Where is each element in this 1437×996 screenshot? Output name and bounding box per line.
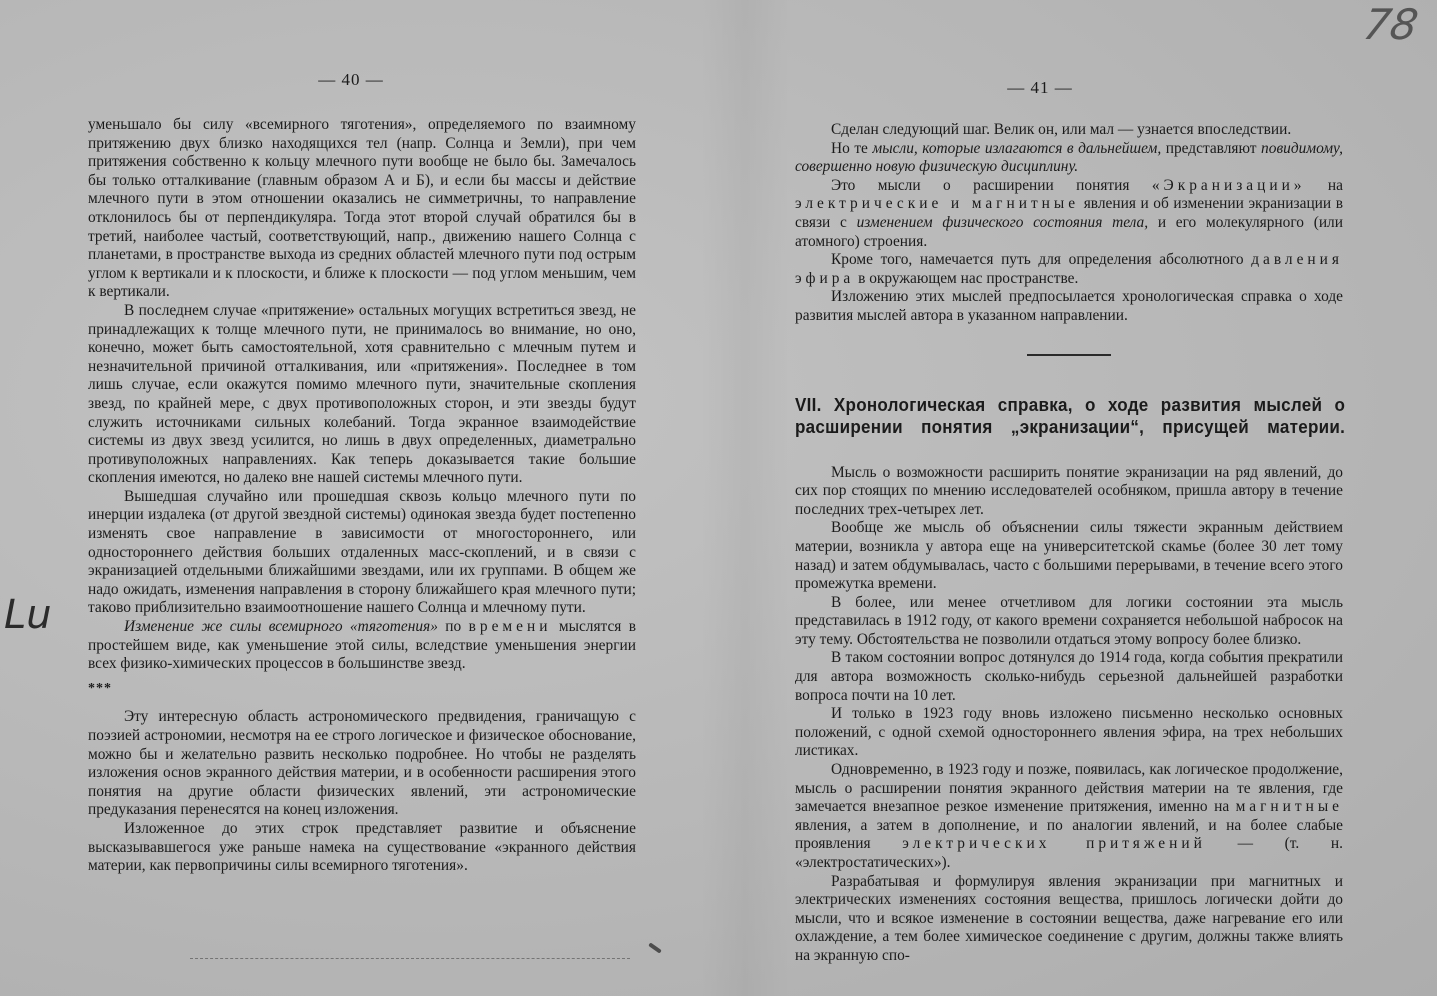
spaced-word: «Экранизации» xyxy=(1151,176,1306,194)
italic-phrase: изменением физического состояния тела, xyxy=(856,213,1149,231)
paragraph: Эту интересную область астрономического предвидения, граничащую с поэзией астрономии, несмотря на ее строго логическое и физическое обоснование, можно бы и желательно развить несколько подробнее. Но чтобы не разделять изложения основ экранного действия материи, и в особенности расширения этого понятия на другие области физических явлений, эти астрономические предуказания перенесятся на конец изложения. xyxy=(88,708,636,819)
italic-phrase: повидимому, совершенно новую физическую дисциплину. xyxy=(795,139,1343,176)
paragraph: Разрабатывая и формулируя явления экранизации при магнитных и электрических изменениях состояния вещества, пришлось логически дойти до мысли, что и всякое изменение в состоянии вещества, даже нагревание его или охлаждение, а тем более химическое соединение с другим, должны также влиять на экранную спо- xyxy=(795,872,1343,964)
text-run: Это мысли о расширении понятия xyxy=(831,176,1130,194)
text-run: Одновременно, в 1923 году и позже, появилась, как логическое продолжение, мысль о расширении понятия экранного действия материи на те явления, где замечается внезапное резкое изменение притяжения, именно на xyxy=(795,761,1343,816)
plain-word: по xyxy=(445,618,462,636)
italic-phrase: Изменение же силы всемирного «тяготения» xyxy=(124,618,438,636)
paragraph: Изложенное до этих строк представляет развитие и объяснение высказывавшегося уже раньше намека на существование «экранного действия материи, как первопричины силы всемирного тяготения». xyxy=(88,819,636,875)
paragraph: Мысль о возможности расширить понятие экранизации на ряд явлений, до сих пор стоящих по мнению исследователей особняком, пришла автору в течение последних трех-четырех лет. xyxy=(795,463,1343,518)
text-run: и его молекулярного (или атомного) строения. xyxy=(795,213,1343,250)
spaced-word: времени xyxy=(468,618,552,636)
section-heading: VII. Хронологическая справка, о ходе развития мыслей о расширении понятия „экранизации“, присущей материи. xyxy=(795,393,1346,437)
paragraph: Сделан следующий шаг. Велик он, или мал — узнается впоследствии. xyxy=(831,121,1292,138)
paragraph xyxy=(795,177,1343,251)
paragraph xyxy=(795,251,1343,288)
spaced-word: магнитные xyxy=(1235,798,1343,816)
text-run: — (т. н. «электростатических»). xyxy=(795,835,1343,871)
text-run: Но те xyxy=(831,139,868,157)
italic-phrase: мысли, которые излагаются в дальнейшем, xyxy=(872,139,1162,157)
spaced-word: электрических притяжений xyxy=(902,835,1206,853)
text-run: в окружающем нас пространстве. xyxy=(858,269,1079,287)
spaced-word: электрические и магнитные xyxy=(795,195,1080,213)
text-run: представляют xyxy=(1165,139,1257,157)
handwritten-margin-note: Lu xyxy=(4,592,52,638)
paragraph: Вышедшая случайно или прошедшая сквозь кольцо млечного пути по инерции издалека (от другой звездной системы) одинокая звезда будет постепенно изменять свое направление в зависимости от многостороннего, или одностороннего действия больших отдаленных масс-скоплений, и в связи с экранизацией отдельными ближайшими звездами, или их группами. В общем же надо ожидать, изменения направления в сторону ближайшего края млечного пути; таково приблизительно взаимоотношение нашего Солнца и млечному пути. xyxy=(88,487,636,617)
paragraph xyxy=(795,761,1343,873)
paragraph: И только в 1923 году вновь изложено письменно несколько основных положений, с одной схемой одностороннего явления эфира, на трех небольших листиках. xyxy=(795,705,1343,760)
right-page-number: — 41 — xyxy=(1007,78,1073,97)
text-run: Кроме того, намечается путь для определения абсолютного xyxy=(831,251,1244,269)
paragraph: уменьшало бы силу «всемирного тяготения», определяемого по взаимному притяжению двух близко находящихся тел (напр. Солнца и Земли), при чем притяжения собственно к кольцу млечного пути вообще не было бы. Замечалось бы только отталкивание (главным образом А и Б), и если бы массы и действие млечного пути в этом отношении оказались не симметричны, то направление отклонилось бы от перпендикуляра. Тогда этот второй случай обратился бы в третий, наиболее частый, соответствующий, напр., движению нашего Солнца с планетами, в пространстве выхода из средних областей млечного пути под острым углом к вертикали и к плоскости, и ближе к плоскости — под углом меньшим, чем к вертикали. xyxy=(88,116,636,301)
handwritten-folio-number: 78 xyxy=(1359,0,1422,49)
book-gutter xyxy=(700,0,790,996)
paragraph: Вообще же мысль об объяснении силы тяжести экранным действием материи, возникла у автора еще на университетской скамье (более 30 лет тому назад) и затем обдумывалась, часто с большими перерывами, в течение всего этого промежутка времени. xyxy=(795,519,1343,593)
footer-rule xyxy=(190,958,630,959)
section-separator: *** xyxy=(88,680,112,696)
text-run: явления, а затем в дополнение, и по аналогии явлений, и на более слабые проявления xyxy=(795,816,1343,853)
left-page-number: — 40 — xyxy=(318,70,384,89)
text-run: на xyxy=(1327,176,1343,194)
paragraph: В более, или менее отчетливом для логики состоянии эта мысль представилась в 1912 году, от какого времени сохраняется небольшой набросок на эту тему. Обстоятельства не позволили отдаться этому вопросу более близко. xyxy=(795,593,1343,648)
left-page-body xyxy=(88,116,636,876)
spaced-word: давления эфира xyxy=(795,251,1343,287)
section-divider xyxy=(1027,354,1111,356)
paragraph: В последнем случае «притяжение» остальных могущих встретиться звезд, не принадлежащих к толще млечного пути, не принималось во внимание, но оно, конечно, может быть самостоятельной, хотя сравнительно с млечным путем и незначительной причиной отталкивания, или «притяжения». Последнее в том лишь случае, если окажутся помимо млечного пути, значительные скопления звезд, по крайней мере, с двух противоположных сторон, и эти звезды будут служить источниками сильных колебаний. Тогда экранное взаимодействие системы из двух звезд усилится, но лишь в двух определенных, диаметрально противуположных направлениях. Как теперь доказывается такие большие скопления имеются, но далеко вне нашей системы млечного пути. xyxy=(88,301,636,487)
paragraph: В таком состоянии вопрос дотянулся до 1914 года, когда события прекратили для автора возможность сколько-нибудь серьезной дальнейшей разработки вопроса почти на 10 лет. xyxy=(795,649,1343,704)
right-page-body xyxy=(795,121,1346,966)
paragraph-rest: мыслятся в простейшем виде, как уменьшение этой силы, вследствие уменьшения энергии всех физико-химических процессов в большинстве звезд. xyxy=(88,618,636,673)
paragraph: Изложению этих мыслей предпосылается хронологическая справка о ходе развития мыслей автора в указанном направлении. xyxy=(795,288,1343,324)
text-run: явления и об изменении экранизации в связи с xyxy=(795,195,1343,231)
paragraph-italic-lead xyxy=(88,618,636,674)
paragraph xyxy=(795,140,1343,177)
